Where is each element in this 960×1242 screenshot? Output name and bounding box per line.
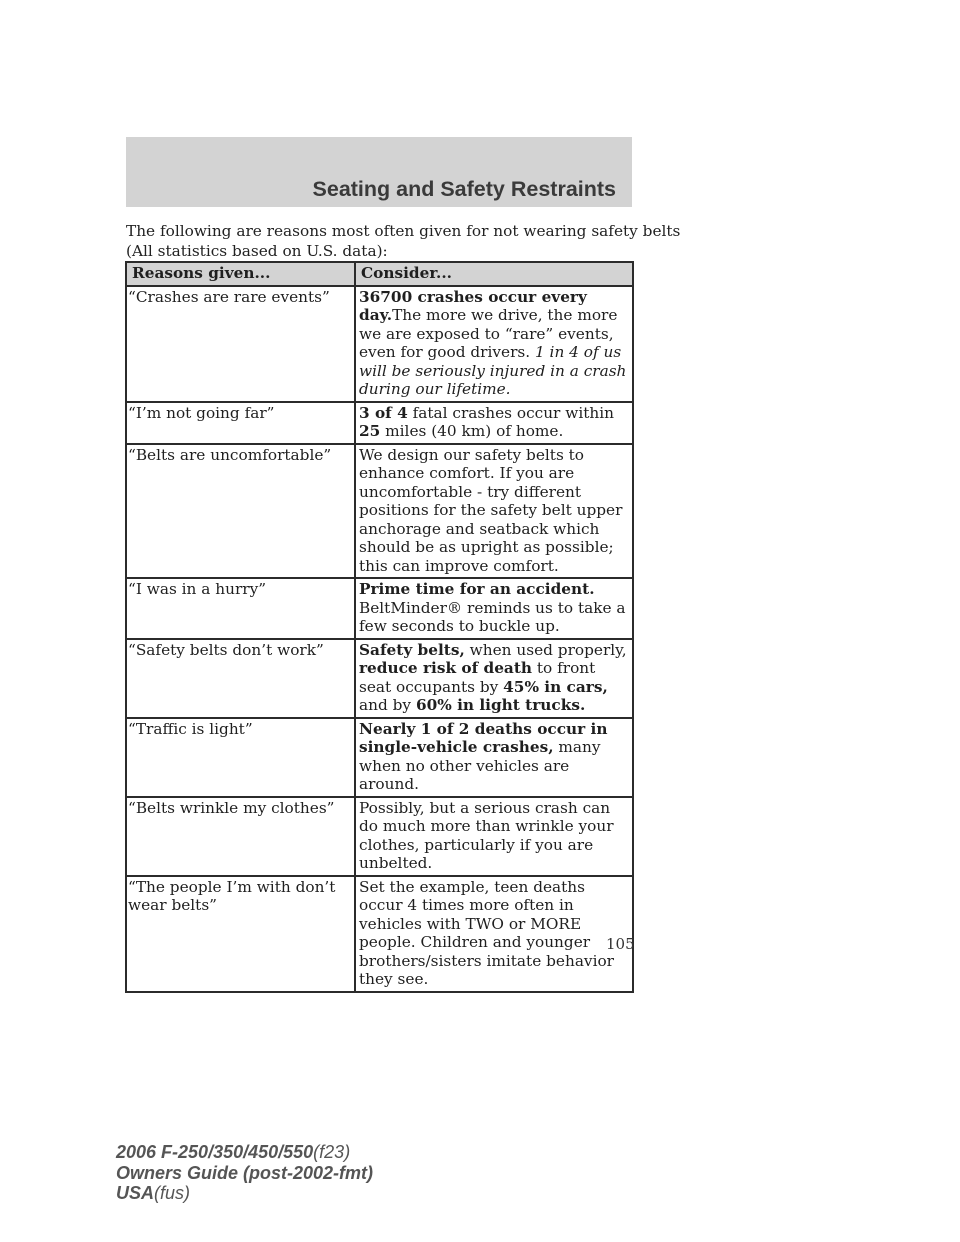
footer-model: 2006 F-250/350/450/550	[116, 1142, 314, 1162]
table-row	[126, 639, 633, 718]
reason-cell: “The people I’m with don’t wear belts”	[126, 876, 355, 992]
table-row	[126, 402, 633, 444]
consider-text: Nearly 1 of 2 deaths occur in single-vehicle crashes,	[359, 719, 608, 756]
consider-text: when used properly,	[464, 640, 627, 659]
consider-text: Prime time for an accident.	[359, 580, 595, 598]
consider-text: fatal crashes occur within	[407, 403, 614, 422]
consider-text: reduce risk of death	[359, 659, 533, 677]
footer-market-code: (fus)	[154, 1183, 191, 1203]
intro-line: The following are reasons most often given for not wearing safety belts	[126, 222, 681, 240]
reason-cell: “I’m not going far”	[126, 402, 355, 444]
consider-cell	[355, 639, 633, 718]
table-row	[126, 578, 633, 639]
footer-line-guide	[116, 1163, 373, 1184]
consider-text: to front seat occupants by	[359, 659, 596, 696]
section-title: Seating and Safety Restraints	[312, 177, 616, 201]
reasons-table	[125, 261, 634, 993]
consider-text: 36700 crashes occur every day.	[359, 287, 587, 324]
consider-text: and by	[359, 696, 416, 714]
reason-cell: “Belts are uncomfortable”	[126, 444, 355, 579]
table-row	[126, 286, 633, 402]
consider-text: 1 in 4 of us will be seriously injured in a crash during our lifetime.	[359, 343, 627, 398]
consider-text: 25	[359, 422, 381, 440]
intro-paragraph	[126, 221, 681, 261]
table-row	[126, 876, 633, 992]
consider-text: We design our safety belts to enhance comfort. If you are uncomfortable - try different positions for the safety belt upper anchorage and seatback which should be as upright as possible; this can improve comfort.	[359, 445, 623, 575]
consider-text: many when no other vehicles are around.	[359, 738, 601, 793]
table-row	[126, 797, 633, 876]
reason-cell: “Safety belts don’t work”	[126, 639, 355, 718]
intro-line: (All statistics based on U.S. data):	[126, 242, 388, 260]
consider-text: 3 of 4	[359, 403, 408, 422]
footer-guide: Owners Guide (post-2002-fmt)	[116, 1162, 374, 1183]
footer-line-model	[116, 1142, 373, 1163]
consider-text: 60% in light trucks.	[415, 696, 586, 714]
reason-cell: “Belts wrinkle my clothes”	[126, 797, 355, 876]
consider-cell	[355, 402, 633, 444]
table-row	[126, 718, 633, 797]
consider-cell	[355, 578, 633, 639]
reasons-table-body	[126, 286, 633, 992]
footer-line-market	[116, 1183, 373, 1204]
consider-cell	[355, 718, 633, 797]
consider-text: Safety belts,	[359, 640, 465, 659]
consider-cell	[355, 876, 633, 992]
consider-text: Possibly, but a serious crash can do much more than wrinkle your clothes, particularly if you are unbelted.	[359, 798, 614, 872]
document-footer	[116, 1142, 373, 1204]
consider-cell	[355, 797, 633, 876]
consider-text: BeltMinder® reminds us to take a few seconds to buckle up.	[359, 598, 626, 635]
page-number: 105	[606, 935, 635, 953]
consider-text: 45% in cars,	[503, 677, 608, 696]
consider-cell	[355, 286, 633, 402]
table-header-row	[126, 262, 633, 286]
table-row	[126, 444, 633, 579]
reason-cell: “I was in a hurry”	[126, 578, 355, 639]
column-header-consider: Consider...	[355, 262, 633, 286]
reason-cell: “Crashes are rare events”	[126, 286, 355, 402]
footer-market: USA	[116, 1183, 155, 1203]
consider-text: miles (40 km) of home.	[380, 422, 564, 440]
footer-model-code: (f23)	[313, 1142, 351, 1162]
reason-cell: “Traffic is light”	[126, 718, 355, 797]
consider-text: The more we drive, the more we are exposed to “rare” events, even for good drivers.	[359, 306, 618, 361]
column-header-reasons: Reasons given...	[126, 262, 355, 286]
consider-cell	[355, 444, 633, 579]
section-header-band	[126, 137, 632, 207]
consider-text: Set the example, teen deaths occur 4 times more often in vehicles with TWO or MORE people. Children and younger brothers/sisters imitate behavior they see.	[359, 877, 614, 988]
